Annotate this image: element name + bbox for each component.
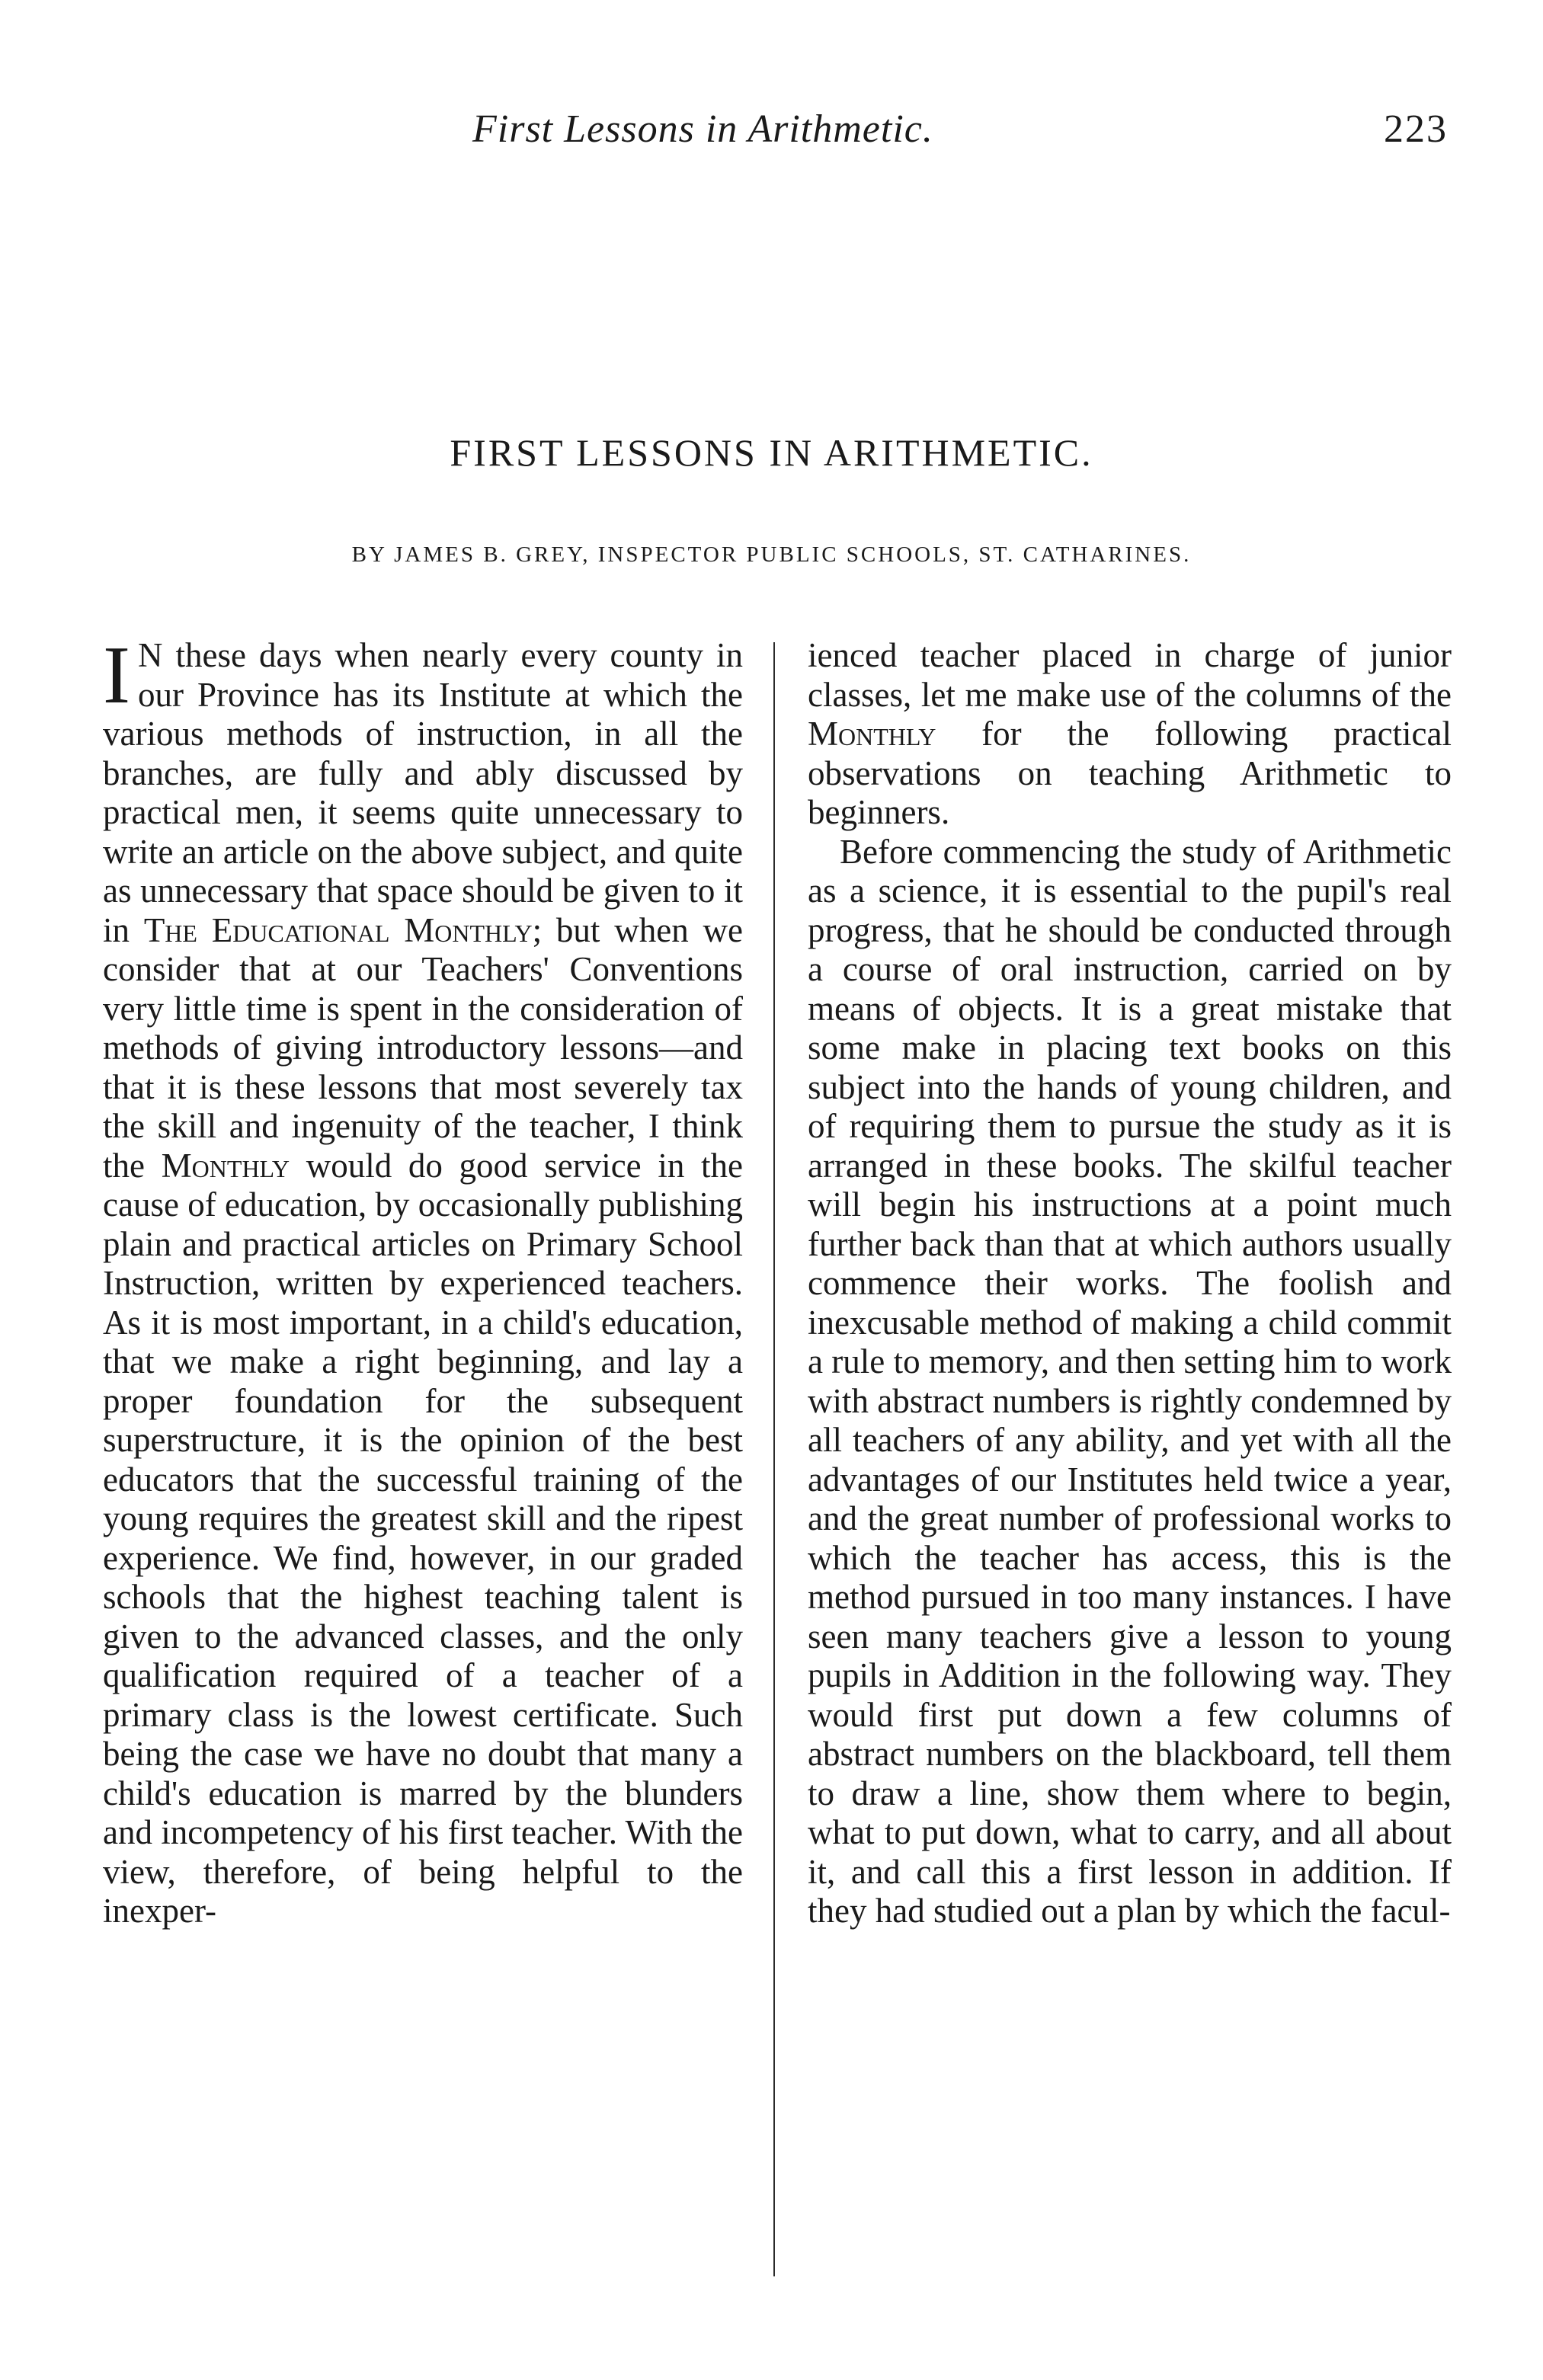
page-number: 223 (1384, 107, 1448, 151)
paragraph-text: N these days when nearly every county in our Province has its Institute at which the various methods of instruction, in all the branches, are fully and ably discussed by practical men, it seems quite unnecessary to write an article on the above subject, and quite as unnecessary that space should be given to it in (103, 636, 743, 949)
drop-cap: I (103, 630, 130, 721)
journal-name: The Educational Monthly (143, 910, 533, 949)
article-title: FIRST LESSONS IN ARITHMETIC. (450, 431, 1093, 474)
running-head (472, 107, 1448, 160)
paragraph-text: ; but when we consider that at our Teachers' Conventions very little time is spent in the consideration of methods of giving introductory lessons—and that it is these lessons that most severely tax the skill and ingenuity of the teacher, I think the (103, 910, 743, 1185)
running-title: First Lessons in Arithmetic. (472, 107, 933, 151)
journal-name-short: Monthly (808, 715, 936, 753)
journal-name-short: Monthly (161, 1146, 290, 1185)
paragraph (103, 630, 743, 1931)
column-divider (773, 642, 775, 2276)
byline: BY JAMES B. GREY, INSPECTOR PUBLIC SCHOOLS, ST. CATHARINES. (351, 542, 1192, 567)
paragraph-text: for the following practical observations on teaching Arithmetic to beginners. (808, 715, 1452, 831)
body-column-right (808, 636, 1452, 1931)
paragraph: Before commencing the study of Arithmetic as a science, it is essential to the pupil's real progress, that he should be conducted through a course of oral instruction, carried on by means of objects. It is a great mistake that some make in placing text books on this subject into the hands of young children, and of requiring them to pursue the study as it is arranged in these books. The skilful teacher will begin his instructions at a point much further back than that at which authors usually commence their works. The foolish and inexcusable method of making a child commit a rule to memory, and then setting him to work with abstract numbers is rightly condemned by all teachers of any ability, and yet with all the advantages of our Institutes held twice a year, and the great number of professional works to which the teacher has access, this is the method pursued in too many instances. I have seen many teachers give a lesson to young pupils in Addition in the following way. They would first put down a few columns of abstract numbers on the blackboard, tell them to draw a line, show them where to begin, what to put down, what to carry, and all about it, and call this a first lesson in addition. If they had studied out a plan by which the facul- (808, 832, 1452, 1930)
paragraph-text: would do good service in the cause of education, by occasionally publishing plain and practical articles on Primary School Instruction, written by experienced teachers. As it is most important, in a child's education, that we make a right beginning, and lay a proper foundation for the subsequent superstructure, it is the opinion of the best educators that the successful training of the young requires the greatest skill and the ripest experience. We find, however, in our graded schools that the highest teaching talent is given to the advanced classes, and the only qualification required of a teacher of a primary class is the lowest certificate. Such being the case we have no doubt that many a child's education is marred by the blunders and incompetency of his first teacher. With the view, therefore, of being helpful to the inexper- (103, 1146, 743, 1930)
paragraph (808, 636, 1452, 833)
paragraph-text: ienced teacher placed in charge of junior classes, let me make use of the columns of the (808, 636, 1452, 714)
body-column-left (103, 630, 743, 1931)
